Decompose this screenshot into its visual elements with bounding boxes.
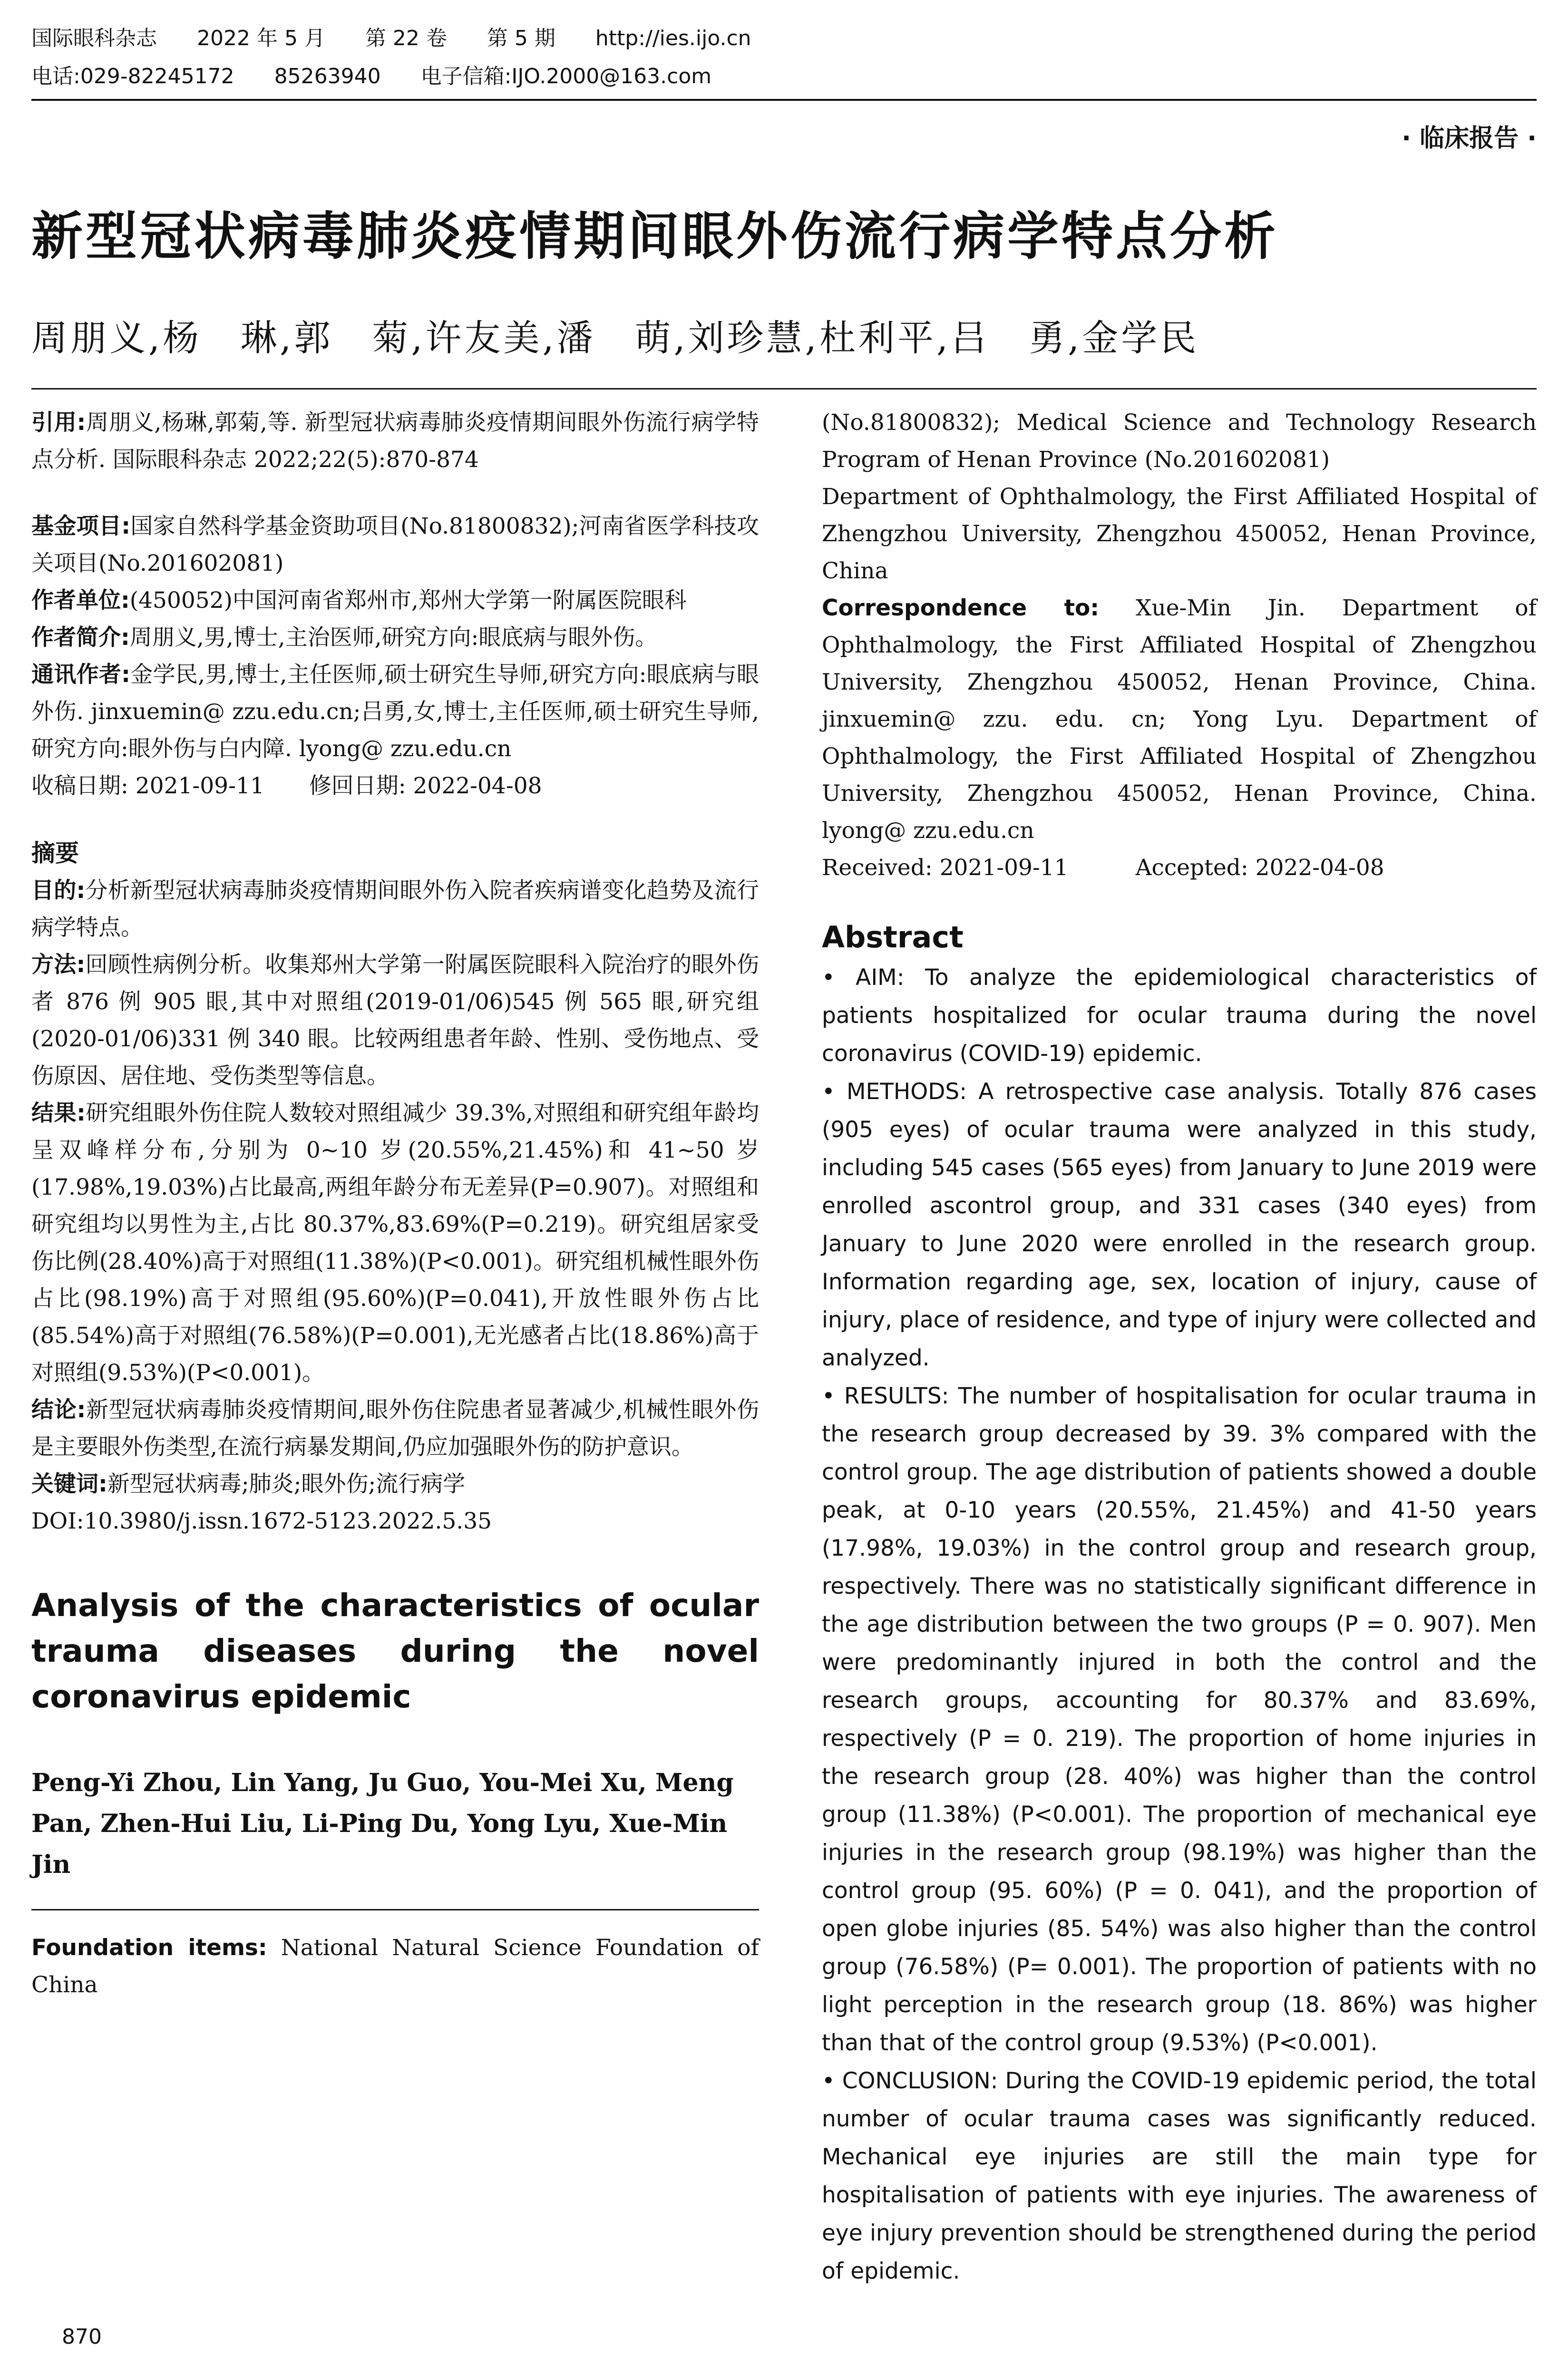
abstract-aim-cn: 目的:分析新型冠状病毒肺炎疫情期间眼外伤入院者疾病谱变化趋势及流行病学特点。 (31, 877, 760, 941)
author-unit: 作者单位:(450052)中国河南省郑州市,郑州大学第一附属医院眼科 (31, 587, 687, 614)
abstract-heading-cn: 摘要 (31, 839, 79, 867)
authors-en: Peng-Yi Zhou, Lin Yang, Ju Guo, You-Mei Xu, Meng Pan, Zhen-Hui Liu, Li-Ping Du, Yong Lyu, Xue-Min Jin (31, 1768, 734, 1879)
phone: 电话:029-82245172 (31, 64, 234, 88)
author-bio: 作者简介:周朋义,男,博士,主治医师,研究方向:眼底病与眼外伤。 (31, 624, 658, 651)
foundation-items-cont: (No.81800832); Medical Science and Technology Research Program of Henan Province (No.201602081) (822, 409, 1537, 473)
right-column (822, 404, 1537, 2290)
abstract-results-en: • RESULTS: The number of hospitalisation for ocular trauma in the research group decreased by 39. 3% compared with the control group. The age distribution of patients showed a double peak, at 0-10 years (20.55%, 21.45%) and 41-50 years (17.98%, 19.03%) in the control group and research group, respectively. There was no statistically significant difference in the age distribution between the two groups (P = 0. 907). Men were predominantly injured in both the control and the research groups, accounting for 80.37% and 83.69%, respectively (P = 0. 219). The proportion of home injuries in the research group (28. 40%) was higher than the control group (11.38%) (P<0.001). The proportion of mechanical eye injuries in the research group (98.19%) was higher than the control group (95. 60%) (P = 0. 041), and the proportion of open globe injuries (85. 54%) was also higher than the control group (76.58%) (P= 0.001). The proportion of patients with no light perception in the research group (18. 86%) was higher than that of the control group (9.53%) (P<0.001). (822, 1383, 1537, 2056)
doi[interactable]: DOI:10.3980/j.issn.1672-5123.2022.5.35 (31, 1508, 492, 1534)
journal-name: 国际眼科杂志 (31, 26, 157, 50)
abstract-results-cn: 结果:研究组眼外伤住院人数较对照组减少 39.3%,对照组和研究组年龄均呈双峰样分布,分别为 0~10 岁(20.55%,21.45%)和 41~50 岁(17.98%,19.03%)占比最高,两组年龄分布无差异(P=0.907)。对照组和研究组均以男性为主,占比 80.37%,83.69%(P=0.219)。研究组居家受伤比例(28.40%)高于对照组(11.38%)(P<0.001)。研究组机械性眼外伤占比(98.19%)高于对照组(95.60%)(P=0.041),开放性眼外伤占比(85.54%)高于对照组(76.58%)(P=0.001),无光感者占比(18.86%)高于对照组(9.53%)(P<0.001)。 (31, 1100, 760, 1386)
abstract-methods-cn: 方法:回顾性病例分析。收集郑州大学第一附属医院眼科入院治疗的眼外伤者 876 例 905 眼,其中对照组(2019-01/06)545 例 565 眼,研究组(2020-01/06)331 例 340 眼。比较两组患者年龄、性别、受伤地点、受伤原因、居住地、受伤类型等信息。 (31, 952, 760, 1089)
abstract-methods-en: • METHODS: A retrospective case analysis. Totally 876 cases (905 eyes) of ocular trauma were analyzed in this study, including 545 cases (565 eyes) from January to June 2019 were enrolled ascontrol group, and 331 cases (340 eyes) from January to June 2020 were enrolled in the research group. Information regarding age, sex, location of injury, cause of injury, place of residence, and type of injury were collected and analyzed. (822, 1079, 1537, 1371)
volume: 第 22 卷 (365, 26, 447, 50)
issue: 第 5 期 (487, 26, 555, 50)
phone2: 85263940 (274, 64, 381, 88)
citation: 引用:周朋义,杨琳,郭菊,等. 新型冠状病毒肺炎疫情期间眼外伤流行病学特点分析. 国际眼科杂志 2022;22(5):870-874 (31, 409, 759, 473)
foundation-items: Foundation items: National Natural Science Foundation of China (31, 1935, 759, 1998)
correspondence-en: Correspondence to: Xue-Min Jin. Department of Ophthalmology, the First Affiliated Hospital of Zhengzhou University, Zhengzhou 450052, Henan Province, China. jinxuemin@ zzu. edu. cn; Yong Lyu. Department of Ophthalmology, the First Affiliated Hospital of Zhengzhou University, Zhengzhou 450052, Henan Province, China. lyong@ zzu.edu.cn (822, 595, 1537, 844)
running-header-line2 (31, 62, 745, 91)
article-title-cn: 新型冠状病毒肺炎疫情期间眼外伤流行病学特点分析 (31, 207, 1279, 266)
abstract-conclusion-en: • CONCLUSION: During the COVID-19 epidemic period, the total number of ocular trauma cases was significantly reduced. Mechanical eye injuries are still the main type for hospitalisation of patients with eye injuries. The awareness of eye injury prevention should be strengthened during the period of epidemic. (822, 2068, 1537, 2284)
left-column (31, 404, 759, 2004)
journal-url[interactable]: http://ies.ijo.cn (595, 26, 751, 50)
article-title-en: Analysis of the characteristics of ocular trauma diseases during the novel coronavirus epidemic (31, 1587, 759, 1715)
keywords-cn: 关键词:新型冠状病毒;肺炎;眼外伤;流行病学 (31, 1471, 466, 1497)
header-rule (31, 99, 1537, 101)
corresponding-author: 通讯作者:金学民,男,博士,主任医师,硕士研究生导师,研究方向:眼底病与眼外伤. jinxuemin@ zzu.edu.cn;吕勇,女,博士,主任医师,硕士研究生导师,研究方向:眼外伤与白内障. lyong@ zzu.edu.cn (31, 662, 759, 762)
foundation-rule (31, 1909, 759, 1910)
received-accepted-en: Received: 2021-09-11 Accepted: 2022-04-08 (822, 855, 1384, 881)
department-en: Department of Ophthalmology, the First Affiliated Hospital of Zhengzhou University, Zhengzhou 450052, Henan Province, China (822, 484, 1537, 584)
abstract-conclusion-cn: 结论:新型冠状病毒肺炎疫情期间,眼外伤住院患者显著减少,机械性眼外伤是主要眼外伤类型,在流行病暴发期间,仍应加强眼外伤的防护意识。 (31, 1397, 759, 1460)
title-rule (31, 388, 1537, 390)
journal-email[interactable]: 电子信箱:IJO.2000@163.com (420, 64, 712, 88)
fund: 基金项目:国家自然科学基金资助项目(No.81800832);河南省医学科技攻关项目(No.201602081) (31, 513, 760, 576)
running-header-line1 (31, 24, 785, 53)
issue-date: 2022 年 5 月 (197, 26, 325, 50)
authors-cn: 周朋义,杨 琳,郭 菊,许友美,潘 萌,刘珍慧,杜利平,吕 勇,金学民 (31, 317, 1199, 359)
page-number: 870 (62, 2325, 102, 2349)
column-tag: · 临床报告 · (1402, 124, 1537, 153)
received-date: 收稿日期: 2021-09-11 修回日期: 2022-04-08 (31, 773, 542, 799)
abstract-heading-en: Abstract (822, 920, 964, 955)
abstract-aim-en: • AIM: To analyze the epidemiological characteristics of patients hospitalized for ocular trauma during the novel coronavirus (COVID-19) epidemic. (822, 964, 1537, 1067)
